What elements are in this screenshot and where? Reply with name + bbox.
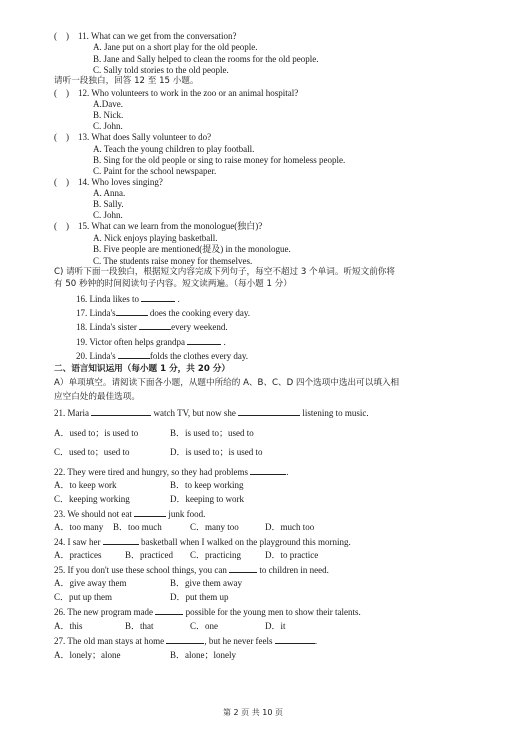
question-text: 19. Victor often helps grandpa <box>76 337 186 347</box>
question-27-stem <box>54 635 317 647</box>
option-b[interactable]: B．is used to；used to <box>170 428 254 438</box>
option-c[interactable]: C．put up them <box>54 592 112 602</box>
option-b: B. Jane and Sally helped to clean the rooms for the old people. <box>93 54 319 64</box>
section-c-instruction-line2: 有 50 秒钟的时间阅读句子内容。短文读两遍。（每小题 1 分） <box>54 279 292 289</box>
question-26-stem <box>54 606 361 618</box>
option-c[interactable]: C．practicing <box>190 550 241 560</box>
option-d[interactable]: D．much too <box>265 522 315 532</box>
answer-blank[interactable] <box>187 336 221 345</box>
option-c: C. Paint for the school newspaper. <box>93 166 217 176</box>
option-a: A. Teach the young children to play football. <box>93 144 255 154</box>
option-b: B. Sing for the old people or sing to raise money for homeless people. <box>93 155 346 165</box>
option-c[interactable]: C．many too <box>190 522 239 532</box>
answer-blank[interactable] <box>155 606 183 615</box>
option-c[interactable]: C．keeping working <box>54 494 130 504</box>
question-text: 27. The old man stays at home <box>54 636 165 646</box>
question-text-end: . <box>223 337 226 347</box>
question-17 <box>76 307 250 319</box>
question-18 <box>76 321 228 333</box>
question-23-stem <box>54 508 205 520</box>
answer-bracket: ( ) <box>54 88 69 98</box>
question-25-stem <box>54 564 329 576</box>
question-text: 22. They were tired and hungry, so they had problems <box>54 467 248 477</box>
option-b: B. Five people are mentioned(提及) in the monologue. <box>93 244 291 254</box>
option-a[interactable]: A．practices <box>54 550 102 560</box>
answer-blank[interactable] <box>166 635 204 644</box>
option-a: A.Dave. <box>93 99 123 109</box>
question-text: 17. Linda's <box>76 308 116 318</box>
option-d[interactable]: D．is used to；is used to <box>170 447 263 457</box>
question-text: 13. What does Sally volunteer to do? <box>78 132 212 142</box>
option-a: A. Anna. <box>93 188 126 198</box>
option-a[interactable]: A．this <box>54 621 83 631</box>
question-12-stem <box>54 88 298 99</box>
question-text: 11. What can we get from the conversation? <box>78 31 237 41</box>
option-c: C. Sally told stories to the old people. <box>93 65 229 75</box>
option-c[interactable]: C．one <box>190 621 218 631</box>
option-b[interactable]: B．give them away <box>170 578 242 588</box>
option-a[interactable]: A．to keep work <box>54 480 117 490</box>
question-text: 18. Linda's sister <box>76 322 137 332</box>
option-c: C. John. <box>93 210 123 220</box>
question-text-end: basketball when I walked on the playground this morning. <box>141 537 351 547</box>
section-c-instruction-line1: C) 请听下面一段独白，根据短文内容完成下列句子，每空不超过 3 个单词。听短文前你将 <box>54 267 395 277</box>
question-text-end: . <box>286 467 289 477</box>
question-text: 21. Maria <box>54 408 89 418</box>
option-c[interactable]: C．used to；used to <box>54 447 130 457</box>
option-d[interactable]: D．put them up <box>170 592 229 602</box>
question-text-end: . <box>314 636 318 646</box>
question-text-end: does the cooking every day. <box>149 308 251 318</box>
question-21-stem <box>54 407 369 419</box>
question-20 <box>76 350 248 362</box>
answer-bracket: ( ) <box>54 221 69 231</box>
answer-blank[interactable] <box>250 466 289 477</box>
question-text-end: junk food. <box>168 509 206 519</box>
question-text-end: every weekend. <box>171 322 228 332</box>
question-14-stem <box>54 177 163 188</box>
answer-blank[interactable] <box>141 293 175 302</box>
option-a[interactable]: A．lonely；alone <box>54 650 121 660</box>
question-11-stem <box>54 31 236 42</box>
question-text-end: . <box>177 294 180 304</box>
question-text: 23. We should not eat <box>54 509 132 519</box>
question-22-stem <box>54 466 288 478</box>
page-footer: 第 2 页 共 10 页 <box>223 708 283 717</box>
answer-blank[interactable] <box>134 508 166 517</box>
option-b[interactable]: B．practiced <box>125 550 173 560</box>
option-a[interactable]: A．too many <box>54 522 104 532</box>
question-16 <box>76 293 180 305</box>
option-a[interactable]: A．give away them <box>54 578 127 588</box>
question-15-stem <box>54 221 262 232</box>
section-2-title: 二、语言知识运用（每小题 1 分，共 20 分） <box>54 364 231 374</box>
option-b[interactable]: B．that <box>125 621 154 631</box>
option-b[interactable]: B．to keep working <box>170 480 244 490</box>
section-a-instruction-line2: 应空白处的最佳选项。 <box>54 392 140 402</box>
option-a: A. Nick enjoys playing basketball. <box>93 233 218 243</box>
question-text-end: listening to music. <box>302 408 369 418</box>
answer-blank[interactable] <box>118 350 150 359</box>
option-c: C. The students raise money for themselves. <box>93 256 253 266</box>
question-text: 26. The new program made <box>54 607 154 617</box>
answer-blank[interactable] <box>229 564 257 573</box>
option-a[interactable]: A．used to；is used to <box>54 428 139 438</box>
question-text-end: possible for the young men to show their talents. <box>185 607 361 617</box>
question-13-stem <box>54 132 211 143</box>
answer-bracket: ( ) <box>54 132 69 142</box>
question-text: 25. If you don't use these school things, you can <box>54 565 227 575</box>
answer-blank[interactable] <box>103 536 139 545</box>
answer-blank[interactable] <box>116 307 148 316</box>
question-text-mid: , but he never feels <box>204 636 273 646</box>
option-d[interactable]: D．keeping to work <box>170 494 244 504</box>
question-19 <box>76 336 226 348</box>
question-text-end: folds the clothes every day. <box>149 351 249 361</box>
question-text-end: to children in need. <box>259 565 329 575</box>
question-text: 12. Who volunteers to work in the zoo or an animal hospital? <box>78 88 299 98</box>
question-text: 20. Linda's <box>76 351 116 361</box>
answer-blank[interactable] <box>91 407 151 416</box>
answer-bracket: ( ) <box>54 177 69 187</box>
section-a-instruction-line1: A）单项填空。请阅读下面各小题，从题中所给的 A、B、C、D 四个选项中选出可以填入相 <box>54 378 400 388</box>
option-b[interactable]: B．alone；lonely <box>170 650 236 660</box>
question-text: 16. Linda likes to <box>76 294 139 304</box>
instruction-12-15: 请听一段独白，回答 12 至 15 小题。 <box>54 76 199 86</box>
question-24-stem <box>54 536 351 548</box>
option-b[interactable]: B．too much <box>113 522 162 532</box>
question-text: 14. Who loves singing? <box>78 177 163 187</box>
option-b: B. Nick. <box>93 110 124 120</box>
question-text: 24. I saw her <box>54 537 101 547</box>
answer-blank[interactable] <box>238 407 300 416</box>
option-d[interactable]: D．to practice <box>265 550 319 560</box>
option-c: C. John. <box>93 121 123 131</box>
question-text: 15. What can we learn from the monologue(独白)? <box>78 221 263 231</box>
answer-bracket: ( ) <box>54 31 69 41</box>
option-d[interactable]: D．it <box>265 621 286 631</box>
question-text-mid: watch TV, but now she <box>153 408 236 418</box>
answer-blank[interactable] <box>275 635 318 646</box>
answer-blank[interactable] <box>139 321 171 330</box>
option-b: B. Sally. <box>93 199 124 209</box>
option-a: A. Jane put on a short play for the old people. <box>93 42 258 52</box>
